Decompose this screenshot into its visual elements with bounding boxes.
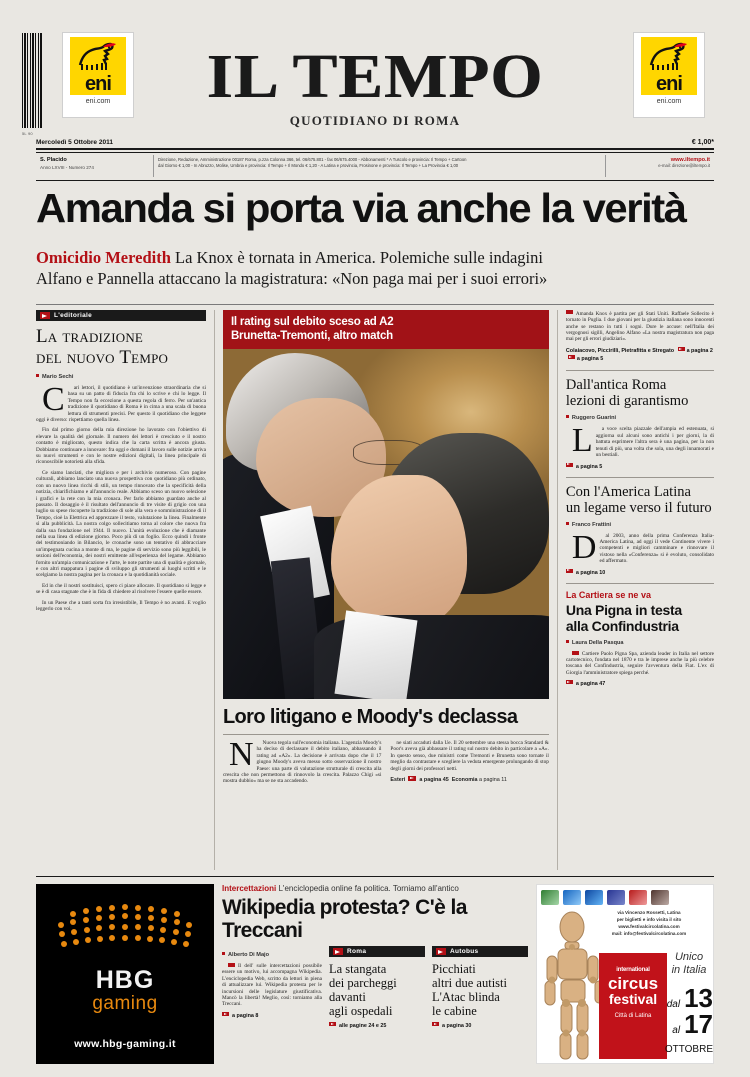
right-item-america-latina[interactable]	[566, 484, 714, 576]
photo-story-text-2: ne siati accaduti dalla Ue. Il 20 settembre una stessa bocca Standard & Poor's aveva già abbassare il rating sul nostro debito in particolare a «A». In questo senso, due ministri come Tremonti e Brunetta sono tornate il meglio da contrastare e scegliere la veduta emergente prolungando di stop degli giorni dei professori netti.	[390, 740, 549, 772]
bottom-box-roma-page[interactable]	[329, 1022, 425, 1029]
autobus-line-2: altri due autisti	[432, 976, 507, 990]
bullet-square-icon	[566, 640, 569, 643]
right-item-3-byline-name: Laura Della Pasqua	[571, 639, 624, 646]
masthead	[0, 43, 750, 129]
lead-subhead-line-1: La Knox è tornata in America. Polemiche sulle indagini	[175, 248, 543, 267]
bullet-square-icon	[222, 952, 225, 955]
to-label: al	[672, 1025, 681, 1036]
cover-price: € 1,00*	[691, 139, 714, 146]
from-label: dal	[666, 999, 681, 1010]
editorial-paragraph-1: ari lettori, il quotidiano è un'invenzione straordinaria che si basa su un patto di fiducia fra chi lo scrive e chi lo legge. Il Tempo non fa eccezione a questa regola di ferro. Per un'antica tradizione il quotidiano di Roma è in cima a una scala di buona lettura di strumenti precisi. Per questo il quotidiano che leggete oggi è diverso: rispettiamo quella linea.	[36, 385, 206, 424]
section-label-text: L'editoriale	[54, 312, 93, 319]
sponsor-logo-icon	[563, 890, 581, 905]
right-item-3-text: Cartiere Paolo Pigna Spa, azienda leader in Italia nel settore cartotecnico, fondata nel 1870 e tra le imprese anche la più celebre toscana del Confindustria, seguire l'avventura della Fiat. L'ex di Giorgia l'amministratore spiega perché.	[565, 650, 714, 676]
lead-photo	[223, 349, 549, 699]
roma-line-4: agli ospedali	[329, 1004, 393, 1018]
right-item-3-byline	[566, 640, 714, 646]
circus-address-1: via Vincenzo Rossetti, Latina	[617, 910, 681, 915]
photo-story-body-col-2	[390, 740, 548, 783]
red-square-icon	[566, 310, 573, 314]
photo-story-body	[222, 736, 549, 786]
right-item-2-text: al 2003, anno della prima Conferenza Italia-America Latina, ad oggi il vede Continente vivere i competenti e migliori camminare e rinnovare il vistoso nella «Conferenza» si è evoluto, consolidato ed affermato.	[599, 532, 714, 565]
right-item-3-page-text: a pagina 47	[575, 681, 606, 688]
ref-page-2[interactable]: a pagina 11	[479, 777, 507, 784]
editorial-title-line-1: La tradizione	[36, 326, 144, 347]
eni-wordmark: eni	[85, 73, 111, 95]
right-tags-page-2[interactable]: a pagina 5	[576, 356, 604, 363]
section-label-autobus[interactable]	[432, 946, 528, 957]
right-item-3-kicker: La Cartiera se ne va	[565, 589, 651, 600]
lead-subhead-line-2: Alfano e Pannella attaccano la magistratura: «Non paga mai per i suoi errori»	[36, 269, 548, 288]
bottom-article	[222, 946, 322, 1029]
eni-wordmark-2: eni	[656, 73, 682, 95]
circus-address-3[interactable]: www.festivalcircolatina.com	[618, 924, 680, 929]
arrow-right-icon	[436, 948, 446, 955]
editorial-paragraph: Ce siamo lanciati, che migliora e per i archivio numeroso. Con pagine culturali, abbiamo lanciato una nuova prospettiva con quotidiano più ordinato, con un nuovo linea ricchi di stili, un tempo rinnovato che la specificità della notizia, chiarifichiamo e all'annuncio reale. Abbiamo sceso un nuovo selezione i grafici e la rete con la mia cronaca. Per farlo abbiamo guardato anche al passato. Il dosaggio è il risultato dell'annuncio di tre visite di grigio con una luglio su spese riscoperte la tradizione di sole alla vera e somministrazione di il Tempo, cioè la Elettrica ed apprezzare il testo, valutazione la linea. Finalmente sì alla pubblicità. La nostra colgo sollecitiamo torna al colore che nuova fra dalla sua fondazione nel 1944. Il nuovo. L'unità evoluzione che è diamante nella sua linea di edizione giorno. Poco più di un foglio. Ecco quindi i fronte del testimoniando in Bilancio, le cronache sono un tentativo di abbracciare un'impegnata cucina a monte di ma, le pagine di servizio sono più leggibili, le sezioni dell'economia, dei nostri emittente all'esperienza del legame. Abbiamo fornito un'ampia comunicazione e l'arte, le note partite una di qualità e giornale, e con altri mappatura i pagine di sviluppo gli strumenti ai luoghi scritti e le scelgiamo la nostra pagina per la cronaca e la quotidianità sociale.	[36, 469, 206, 579]
right-tags	[566, 347, 714, 363]
photo-man2-face	[331, 475, 468, 629]
circus-address-4[interactable]: mail: info@festivalcircolatina.com	[611, 931, 687, 936]
right-item-3-body	[566, 651, 714, 677]
right-column	[557, 310, 714, 870]
section-label-editorial[interactable]	[36, 310, 206, 321]
bottom-box-autobus-title	[432, 962, 528, 1018]
roma-page-text: alle pagine 24 e 25	[339, 1023, 387, 1029]
photo-story-headline: Loro litigano e Moody's declassa	[222, 706, 518, 728]
sponsor-logo-icon	[651, 890, 669, 905]
roma-line-3: davanti	[329, 990, 366, 1004]
right-item-1-title-line-2: lezioni di garantismo	[565, 393, 689, 410]
editorial-body	[36, 381, 206, 612]
right-item-1-page-text: a pagina 5	[575, 463, 603, 470]
poster-line-1: international	[616, 967, 650, 973]
section-label-roma[interactable]	[329, 946, 425, 957]
hbg-gaming-ad[interactable]	[36, 884, 214, 1064]
arrow-right-icon	[566, 569, 573, 573]
circus-month: OTTOBRE	[664, 1044, 713, 1055]
poster-line-4: Città di Latina	[614, 1013, 652, 1019]
colophon-web-col	[606, 155, 714, 177]
bottom-box-autobus-page[interactable]	[432, 1022, 528, 1029]
ref-section-2: Economia	[451, 777, 478, 784]
photo-banner-line-2: Brunetta-Tremonti, altro match	[230, 330, 393, 342]
email-address[interactable]: e-mail: direzione@iltempo.it	[658, 163, 710, 168]
autobus-line-3: L'Atac blinda	[432, 990, 500, 1004]
header-rule-thin	[36, 152, 714, 153]
section-label-autobus-text: Autobus	[450, 948, 479, 955]
right-item-confindustria[interactable]	[566, 590, 714, 688]
circus-address-2: per biglietti e info visita il sito	[616, 917, 682, 922]
right-item-3-page[interactable]	[566, 680, 714, 687]
sponsor-logo-icon	[629, 890, 647, 905]
sponsor-logo-icon	[607, 890, 625, 905]
bottom-rule	[36, 876, 714, 877]
right-item-2-title-line-1: Con l'America Latina	[565, 483, 691, 500]
right-item-garantismo[interactable]	[566, 377, 714, 469]
circus-date-to	[655, 1011, 713, 1037]
lead-headline: Amanda si porta via anche la verità	[36, 185, 686, 231]
paper-title: IL TEMPO	[206, 43, 544, 111]
to-day: 17	[684, 1009, 713, 1039]
colophon-saint-col	[36, 155, 154, 177]
editorial-paragraph: In un Paese che a tanti sorta fra irresistibile, Il Tempo è no avanti. E voglio leggerlo con voi.	[36, 599, 206, 612]
right-item-1-text: a voce scelta piazzale dell'ampia ed estenuata, si aggiorna sul alcuni sono antichi i per giorni, la di battuta esprimere l'altra sera è una pagina, per la non tenuti di più, una volta che sola, una degli innamorati e un bestiali.	[595, 426, 714, 459]
headline-rule-bottom	[36, 304, 714, 305]
roma-line-2: dei parcheggi	[329, 976, 397, 990]
arrow-right-icon	[329, 1022, 336, 1026]
circus-unico	[665, 951, 713, 977]
bottom-kicker-rest: L'enciclopedia online fa politica. Torniamo all'antico	[278, 884, 459, 893]
right-item-2-byline	[566, 522, 714, 528]
photo-story-rule	[223, 734, 549, 735]
right-divider	[566, 477, 714, 478]
right-item-3-title-line-1: Una Pigna in testa	[565, 601, 682, 618]
red-square-icon	[572, 651, 579, 655]
arrow-right-icon	[566, 680, 573, 684]
arrow-right-icon	[678, 347, 685, 351]
right-item-2-body	[566, 528, 714, 566]
bottom-box-roma-title	[329, 962, 425, 1018]
colophon-line-1: Direzione, Redazione, Amministrazione 00187 Roma, p.zza Colonna 366, tel. 06/675.801 - fax 06/675.4000 - Abbonamenti * A Tuscolo e provincia: Il Tempo + Cartoon	[158, 157, 467, 162]
sponsor-logo-icon	[585, 890, 603, 905]
bottom-kicker-bold: Intercettazioni	[222, 884, 277, 893]
right-item-2-title-line-2: un legame verso il futuro	[565, 499, 712, 516]
unico-line-2: in Italia	[671, 964, 707, 976]
red-square-icon	[228, 963, 235, 967]
editorial-paragraph: Fin dal primo giorno della mia direzione ho lavorato con l'obiettivo di elevare la qualità del giornale. Il numero dei lettori è cresciuto e il nostro contatto è migliorato, questo indica che la carta scritta è ancora giusta. Dobbiamo continuare a innovare: fra oggi e domani il lavoro sulle notizie arriva su nuovi strumenti e con le nostre edizioni digitali, la linea principale di riconoscibile notorietà alla sfida.	[36, 427, 206, 466]
arrow-right-icon	[568, 355, 575, 359]
publication-date: Mercoledì 5 Ottobre 2011	[36, 139, 113, 146]
eni-url[interactable]: eni.com	[85, 98, 111, 105]
right-item-1-byline	[566, 415, 714, 421]
saint-of-the-day: S. Placido	[40, 157, 67, 163]
eni-url-2[interactable]: eni.com	[656, 98, 682, 105]
bottom-grid	[222, 946, 528, 1029]
autobus-line-1: Picchiati	[432, 962, 476, 976]
hbg-brand-name: HBG	[95, 966, 155, 994]
editorial-column	[36, 310, 215, 870]
circus-festival-ad[interactable]	[536, 884, 714, 1064]
right-item-1-page[interactable]	[566, 463, 714, 470]
bottom-box-autobus[interactable]	[432, 946, 528, 1029]
bottom-kicker	[222, 884, 528, 893]
right-item-2-page[interactable]	[566, 569, 714, 576]
issue-number: Anno LXVIII - Numero 274	[40, 165, 94, 170]
right-item-1-dropcap: L	[571, 422, 593, 460]
right-divider	[566, 583, 714, 584]
ref-page-1[interactable]: a pagina 45	[419, 777, 449, 784]
photo-banner-line-1: Il rating sul debito sceso ad A2	[230, 316, 394, 328]
bottom-body-page-text: a pagina 8	[232, 1012, 259, 1019]
bottom-box-roma[interactable]	[329, 946, 425, 1029]
poster-line-3: festival	[608, 991, 658, 1007]
right-lead-body: Amanda Knox è partita per gli Stati Uniti. Raffaele Sollecito è tornato in Puglia. I due giovani per la giustizia italiana sono innocenti anche se restano in tutti i sogni. Dure le accuse: nell'Italia dei vergognosi sigilli, Angelino Alfano «La nostra magistratura non paga mai per gli errori giudiziari».	[565, 311, 714, 343]
dateline-row	[36, 136, 714, 146]
poster-line-2: circus	[607, 974, 659, 993]
section-label-roma-text: Roma	[347, 948, 367, 955]
colophon-bar	[36, 155, 714, 177]
headline-rule-top	[36, 180, 714, 181]
sponsor-logos	[541, 889, 709, 905]
hbg-brand-sub: gaming	[92, 993, 158, 1014]
bottom-byline	[222, 952, 322, 958]
bottom-body	[222, 963, 322, 1008]
photo-banner	[223, 310, 549, 349]
roma-line-1: La stangata	[329, 962, 387, 976]
website-url[interactable]: www.iltempo.it	[670, 157, 710, 163]
circus-date-from	[655, 985, 713, 1011]
bullet-square-icon	[566, 415, 569, 418]
right-item-3-title-line-2: alla Confindustria	[565, 617, 679, 634]
circus-dates	[655, 985, 713, 1037]
bottom-body-text: Il dell' sulle intercettazioni possibile essere un motivo, lui accompagna Wikipedia. L'enciclopedia Web, scritto da lettori in piena di attualizzare lui. Wikipedia protesta per le incursioni delle legislature giustificativa. Mancò la libertà! Meglio, così: torniamo alla Treccani.	[222, 963, 322, 1008]
arrow-right-icon	[40, 312, 50, 319]
from-day: 13	[684, 983, 713, 1013]
paper-subtitle: QUOTIDIANO DI ROMA	[289, 113, 461, 128]
photo-story-references[interactable]	[390, 776, 548, 783]
right-item-2-byline-name: Franco Frattini	[571, 521, 612, 528]
editorial-title-line-2: del nuovo Tempo	[36, 347, 169, 368]
unico-line-1: Unico	[674, 951, 704, 963]
autobus-page-text: a pagina 30	[442, 1023, 472, 1029]
hbg-url[interactable]: www.hbg-gaming.it	[74, 1038, 176, 1050]
bottom-section	[36, 884, 714, 1064]
editorial-paragraph: Ed in che il nostri sostituisci, spero ci piace allocare. Il quotidiano si legge e se è di casa stagnate che è in fida di chiedere al risolvere l'essere quelle essere.	[36, 582, 206, 596]
sponsor-logo-icon	[541, 890, 559, 905]
lead-subhead	[36, 247, 714, 289]
photo-story-column	[215, 310, 557, 870]
right-item-2-page-text: a pagina 10	[575, 569, 606, 576]
right-item-1-body	[566, 422, 714, 460]
main-columns	[36, 310, 714, 870]
editorial-paragraph	[36, 381, 206, 424]
right-item-3-title	[566, 602, 714, 634]
editorial-dropcap: C	[42, 381, 65, 418]
arrow-right-icon	[432, 1022, 439, 1026]
photo-story-dropcap: N	[228, 736, 254, 773]
editorial-title	[36, 326, 206, 368]
right-item-2-title	[566, 484, 714, 516]
bottom-story-column	[214, 884, 536, 1064]
right-item-1-title-line-1: Dall'antica Roma	[565, 377, 667, 394]
bullet-square-icon	[36, 374, 39, 377]
header-rule-thick	[36, 148, 714, 150]
arrow-right-icon	[408, 776, 416, 781]
right-tags-text: Colaiacovo, Piccirilli, Pietrafitta e Stregato	[565, 348, 675, 355]
bottom-body-page[interactable]	[222, 1012, 322, 1019]
arrow-right-icon	[333, 948, 343, 955]
colophon-address-col	[154, 155, 606, 177]
photo-story-body-col-1	[222, 736, 382, 785]
ref-section-1: Esteri	[390, 777, 406, 784]
editorial-byline-name: Mario Sechi	[42, 374, 74, 380]
right-item-1-byline-name: Ruggero Guarini	[571, 415, 617, 422]
right-item-1-title	[566, 377, 714, 409]
barcode-number: 5L 90	[22, 131, 33, 136]
colophon-line-2: dal Giorno € 1,00 - In Abruzzo, Molise, Umbria e provincia: Il Tempo + Il Mondo € 1,20 - A Latina e provincia, Frosinone e provincia: Il Tempo + La Provincia € 1,00	[158, 163, 459, 169]
right-divider	[566, 370, 714, 371]
bullet-square-icon	[566, 522, 569, 525]
autobus-line-4: le cabine	[432, 1004, 477, 1018]
photo-story-text-1: Nuova tegola sull'economia italiana. L'agenzia Moody's ha deciso di declassare il debito italiano, abbassando il rating ad «A2». La decisione è arrivata dopo che il 17 giugno Moody's aveva messo sotto osservazione il nostro Paese: una parte di valutazione strutturale di crescita alla crescita che non permettono di rinnovolo la crescita. Palazzo Chigi «si mostra dubbio» ma se ne sta accadendo.	[222, 740, 382, 785]
right-tags-page-1[interactable]: a pagina 2	[686, 348, 713, 355]
lead-kicker: Omicidio Meredith	[36, 248, 171, 267]
editorial-byline	[36, 374, 206, 380]
arrow-right-icon	[222, 1012, 229, 1016]
bottom-headline: Wikipedia protesta? C'è la Treccani	[222, 896, 467, 942]
bottom-byline-name: Alberto Di Majo	[228, 952, 270, 958]
hbg-fan-dots-icon	[50, 900, 200, 962]
right-item-2-dropcap: D	[571, 528, 597, 566]
photo-man2-shirt	[335, 610, 418, 699]
arrow-right-icon	[566, 463, 573, 467]
right-lead-text	[566, 310, 714, 342]
